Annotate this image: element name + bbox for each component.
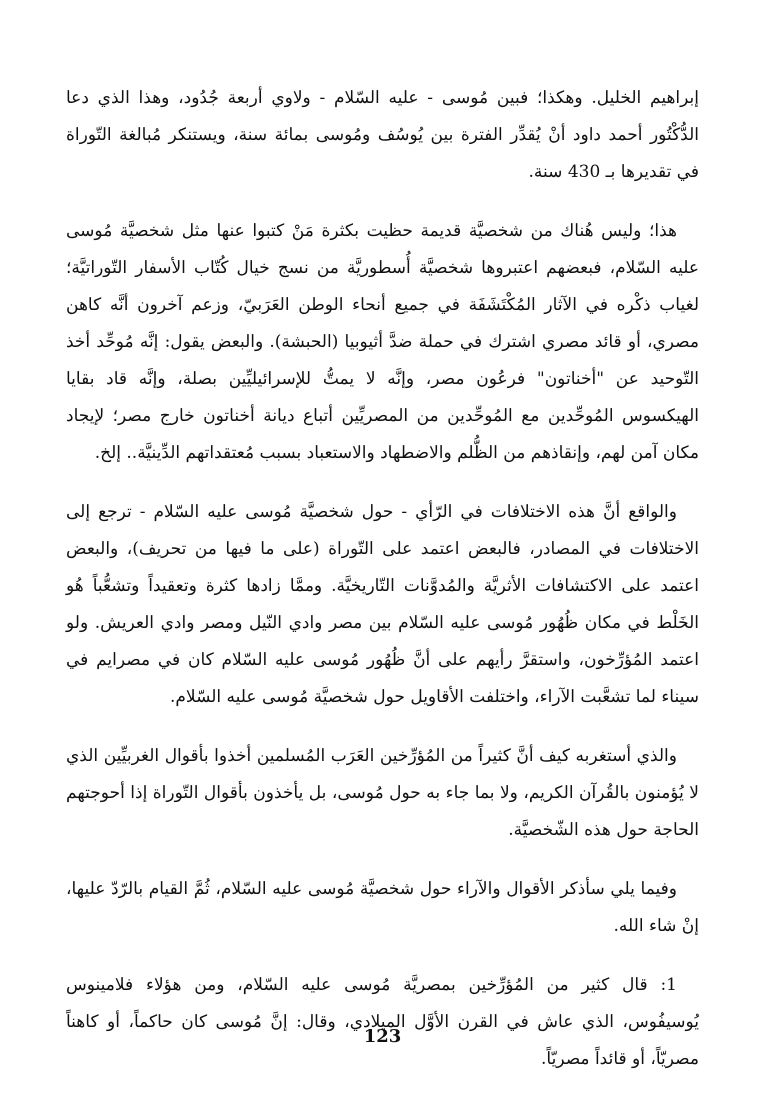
paragraph-3: والواقع أنَّ هذه الاختلافات في الرّأي - حول شخصيَّة مُوسى عليه السّلام - ترجع إلى الاختلافات في المصادر، فالبعض اعتمد على التّوراة (على ما فيها من تحريف)، والبعض اعتمد على الاكتشافات الأثريَّة والمُدوَّنات التّاريخيَّة. وممَّا زادها كثرة وتعقيداً وتشعُّباً هُو الخَلْط في مكان ظُهُور مُوسى عليه السّلام بين مصر وادي النّيل ومصر وادي العريش. ولو اعتمد المُؤرِّخون، واستقرَّ رأيهم على أنَّ ظُهُور مُوسى عليه السّلام كان في مصرايم في سيناء لما تشعَّبت الآراء، واختلفت الأقاويل حول شخصيَّة مُوسى عليه السّلام.	[66, 502, 699, 707]
page-number: 123	[363, 1026, 402, 1047]
paragraph-4: والذي أستغربه كيف أنَّ كثيراً من المُؤرِّخين العَرَب المُسلمين أخذوا بأقوال الغربيِّين الذي لا يُؤمنون بالقُرآن الكريم، ولا بما جاء به حول مُوسى، بل يأخذون بأقوال التّوراة إذا أحوجتهم الحاجة حول هذه الشّخصيَّة.	[66, 746, 699, 840]
paragraph-6: 1: قال كثير من المُؤرِّخين بمصريَّة مُوسى عليه السّلام، ومن هؤلاء فلامينوس يُوسيفُوس، الذي عاش في القرن الأوَّل الميلادي، وقال: إنَّ مُوسى كان حاكماً، أو كاهناً مصريّاً، أو قائداً مصريّاً.	[66, 975, 699, 1069]
paragraph-5: وفيما يلي سأذكر الأقوال والآراء حول شخصيَّة مُوسى عليه السّلام، ثُمَّ القيام بالرّدّ عليها، إنْ شاء الله.	[66, 879, 699, 936]
paragraph-1: إبراهيم الخليل. وهكذا؛ فبين مُوسى - عليه السّلام - ولاوي أربعة جُدُود، وهذا الذي دعا الدُّكْتُور أحمد داود أنْ يُقدِّر الفترة بين يُوسُف ومُوسى بمائة سنة، ويستنكر مُبالغة التّوراة في تقديرها بـ 430 سنة.	[66, 88, 699, 182]
body-text	[66, 80, 699, 1100]
paragraph-2: هذا؛ وليس هُناك من شخصيَّة قديمة حظيت بكثرة مَنْ كتبوا عنها مثل شخصيَّة مُوسى عليه السّلام، فبعضهم اعتبروها شخصيَّة أُسطوريَّة من نسج خيال كُتّاب الأسفار التّوراتيَّة؛ لغياب ذكْره في الآثار المُكْتَشَفَة في جميع أنحاء الوطن العَرَبيّ، وزعم آخرون أنَّه كاهن مصري، أو قائد مصري اشترك في حملة ضدَّ أثيوبيا (الحبشة). والبعض يقول: إنَّه مُوحِّد أخذ التّوحيد عن "أخناتون" فرعُون مصر، وإنَّه لا يمتُّ للإسرائيليِّين بصلة، وإنَّه قاد بقايا الهيكسوس المُوحِّدين مع المُوحِّدين من المصريِّين أتباع ديانة أخناتون خارج مصر؛ لإيجاد مكان آمن لهم، وإنقاذهم من الظُّلم والاضطهاد والاستعباد بسبب مُعتقداتهم الدِّينيَّة.. إلخ.	[66, 221, 699, 463]
